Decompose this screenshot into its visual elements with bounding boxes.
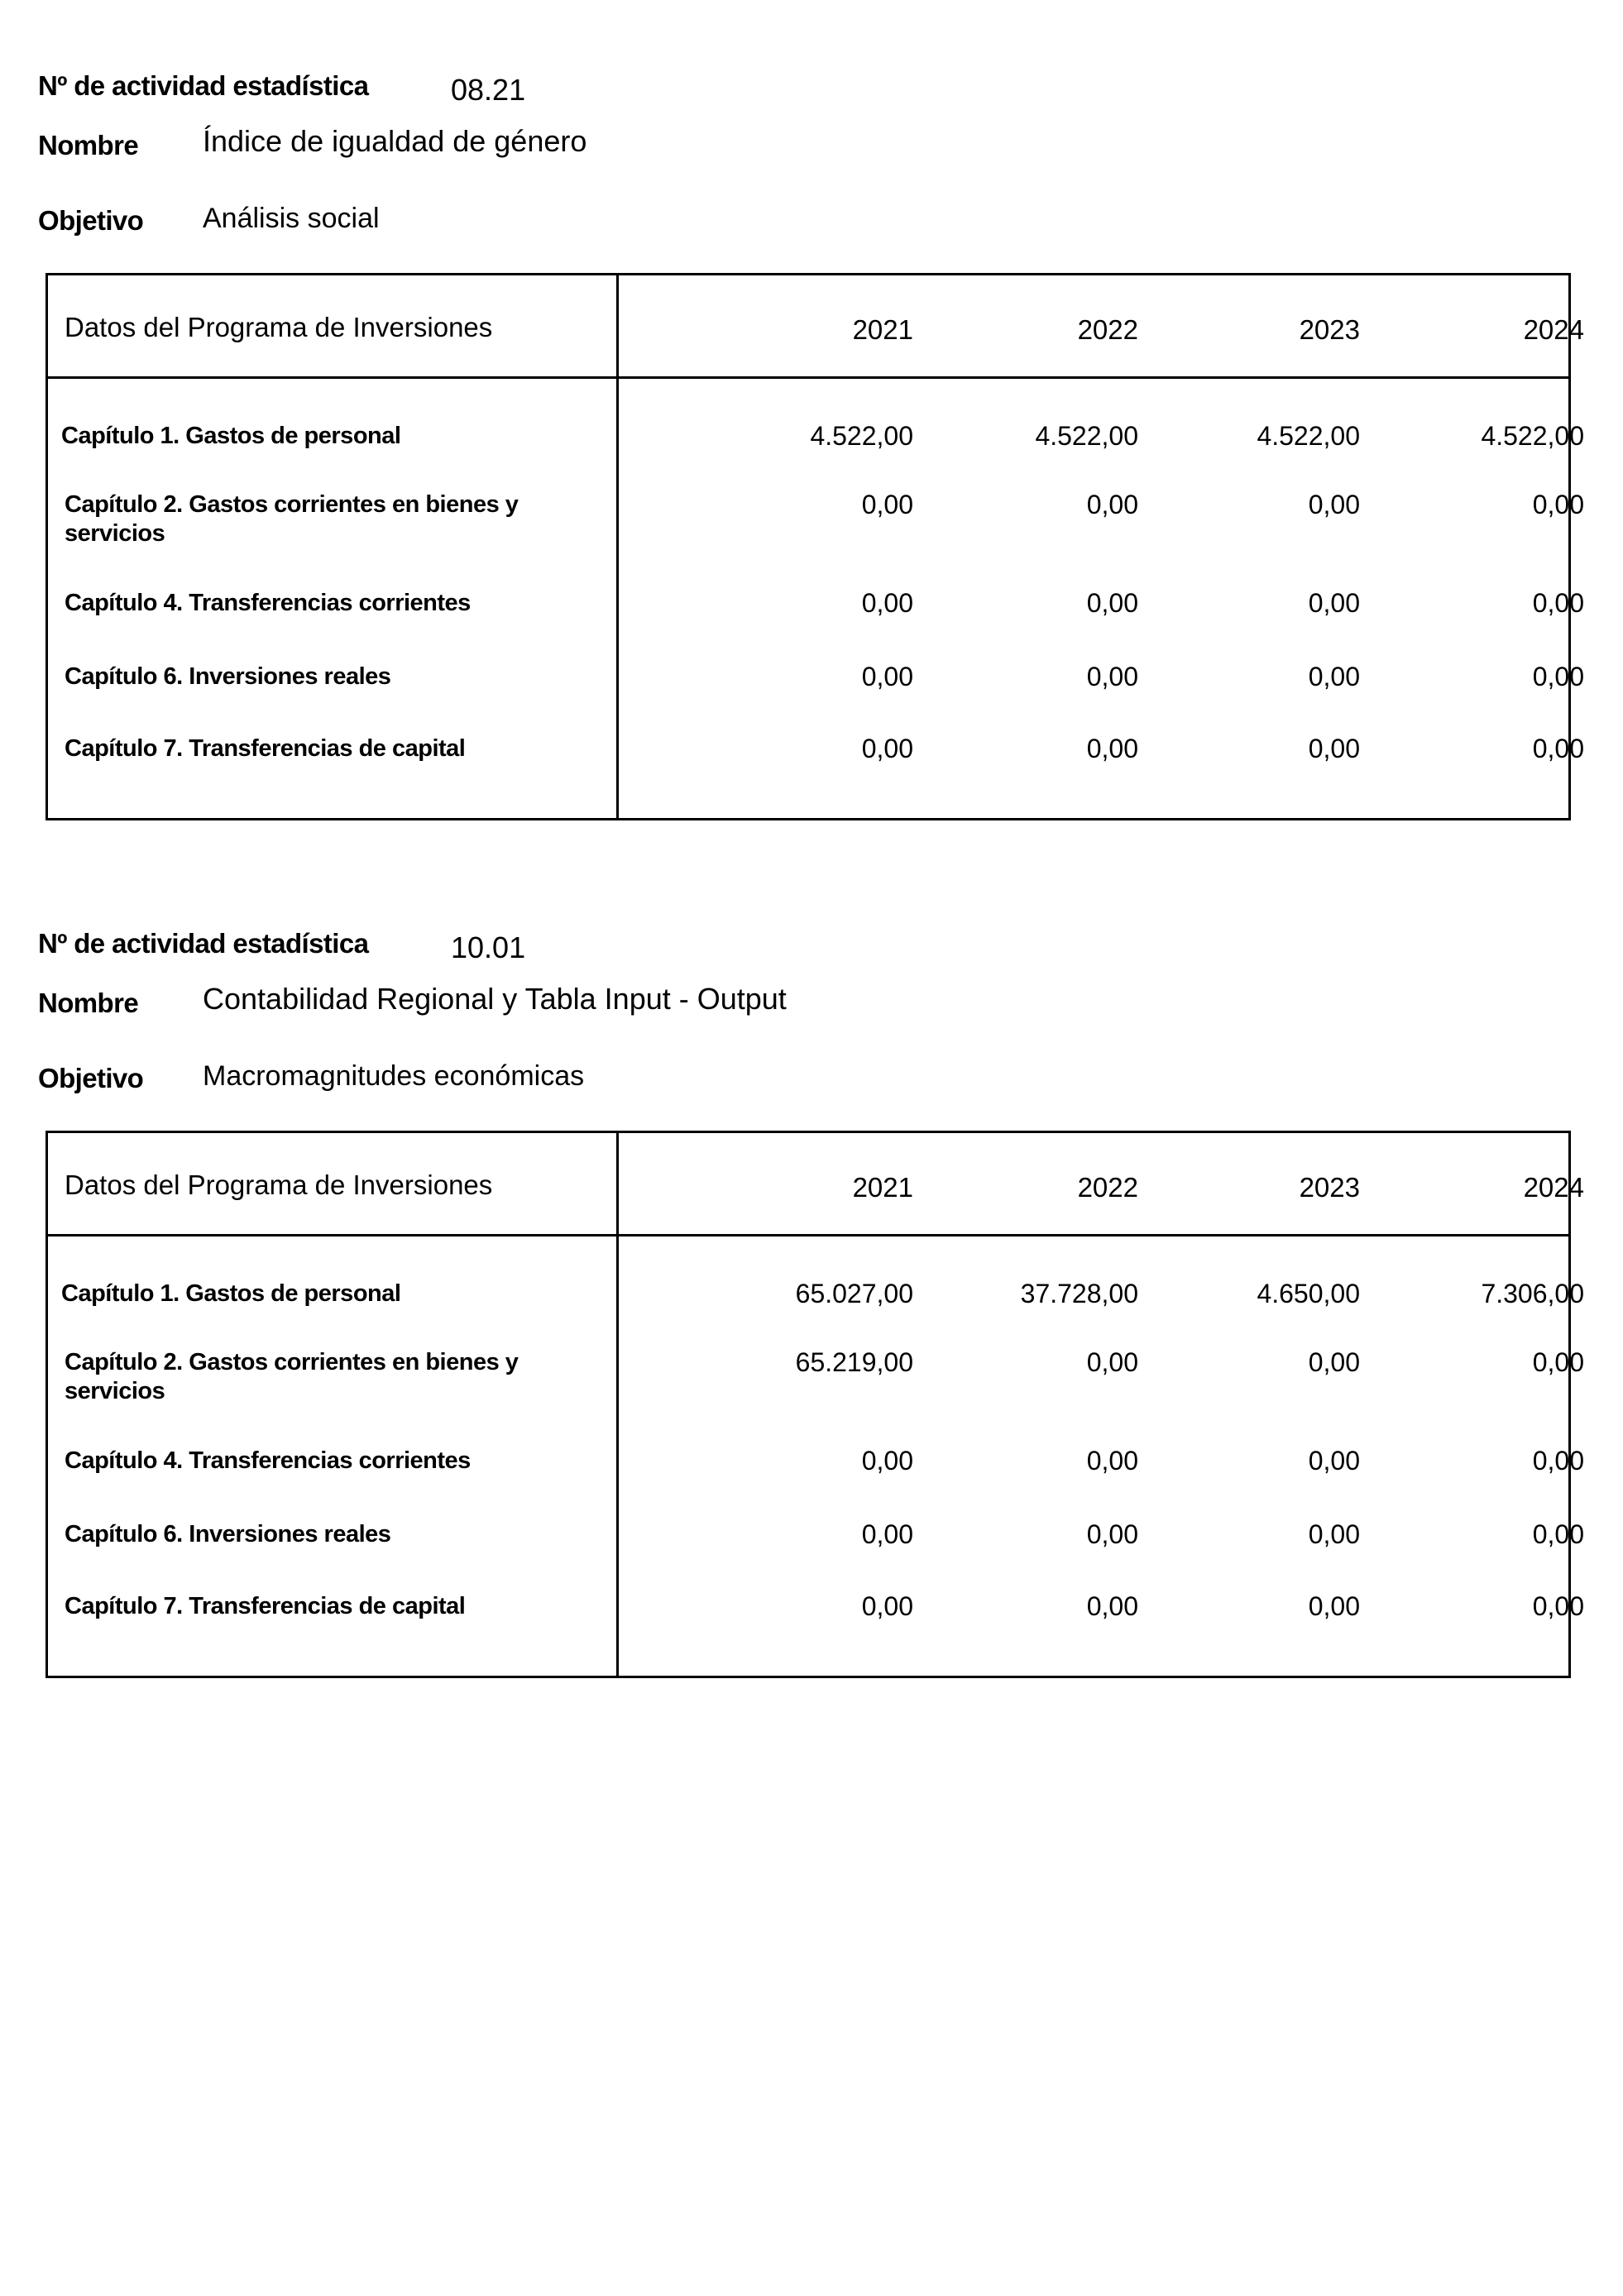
activity-name: Contabilidad Regional y Tabla Input - Output bbox=[203, 982, 787, 1016]
row-label: Capítulo 2. Gastos corrientes en bienes y servicios bbox=[65, 1349, 519, 1404]
row-value: 65.027,00 bbox=[795, 1279, 913, 1308]
row-value: 0,00 bbox=[1308, 1519, 1360, 1549]
row-value: 0,00 bbox=[1532, 1446, 1584, 1476]
row-value: 0,00 bbox=[1086, 1591, 1138, 1621]
row-label: Capítulo 2. Gastos corrientes en bienes y servicios bbox=[65, 491, 519, 547]
table-divider-vertical bbox=[616, 1133, 619, 1676]
row-value: 0,00 bbox=[1086, 588, 1138, 618]
row-value: 0,00 bbox=[1532, 1519, 1584, 1549]
table-divider-horizontal bbox=[48, 1234, 1568, 1236]
table-header-year: 2021 bbox=[852, 1172, 913, 1203]
table-header-year: 2024 bbox=[1523, 314, 1584, 345]
activity-name: Índice de igualdad de género bbox=[203, 124, 587, 158]
objective-label: Objetivo bbox=[38, 1063, 144, 1093]
activity-number-label: Nº de actividad estadística bbox=[38, 928, 369, 959]
investment-table bbox=[45, 1131, 1584, 1678]
activity-objective: Macromagnitudes económicas bbox=[203, 1060, 585, 1092]
row-value: 0,00 bbox=[1086, 1446, 1138, 1476]
row-value: 0,00 bbox=[861, 1446, 913, 1476]
row-label: Capítulo 4. Transferencias corrientes bbox=[65, 1447, 471, 1474]
activity-objective: Análisis social bbox=[203, 203, 380, 234]
row-label: Capítulo 1. Gastos de personal bbox=[61, 423, 401, 449]
table-divider-horizontal bbox=[48, 376, 1568, 379]
table-header-year: 2022 bbox=[1077, 1172, 1138, 1203]
row-label: Capítulo 1. Gastos de personal bbox=[61, 1280, 401, 1307]
row-label: Capítulo 7. Transferencias de capital bbox=[65, 735, 466, 762]
table-header-year: 2023 bbox=[1299, 1172, 1360, 1203]
row-label: Capítulo 4. Transferencias corrientes bbox=[65, 590, 471, 616]
row-value: 0,00 bbox=[861, 588, 913, 618]
row-value: 4.522,00 bbox=[1481, 421, 1584, 451]
row-label: Capítulo 6. Inversiones reales bbox=[65, 1521, 391, 1547]
row-value: 4.650,00 bbox=[1257, 1279, 1360, 1308]
row-value: 0,00 bbox=[1086, 1347, 1138, 1377]
row-value: 65.219,00 bbox=[795, 1347, 913, 1377]
activity-number-label: Nº de actividad estadística bbox=[38, 70, 369, 101]
row-value: 7.306,00 bbox=[1481, 1279, 1584, 1308]
table-divider-vertical bbox=[616, 275, 619, 818]
row-value: 4.522,00 bbox=[810, 421, 913, 451]
row-label: Capítulo 7. Transferencias de capital bbox=[65, 1593, 466, 1619]
row-value: 0,00 bbox=[861, 1519, 913, 1549]
row-value: 0,00 bbox=[1532, 588, 1584, 618]
table-header-label: Datos del Programa de Inversiones bbox=[65, 1170, 493, 1200]
investment-table bbox=[45, 273, 1584, 820]
row-value: 0,00 bbox=[1086, 734, 1138, 763]
row-value: 0,00 bbox=[1532, 662, 1584, 691]
table-header-label: Datos del Programa de Inversiones bbox=[65, 312, 493, 342]
table-header-year: 2021 bbox=[852, 314, 913, 345]
row-value: 0,00 bbox=[1308, 1591, 1360, 1621]
name-label: Nombre bbox=[38, 988, 139, 1018]
row-value: 0,00 bbox=[1308, 490, 1360, 519]
row-value: 0,00 bbox=[1532, 1347, 1584, 1377]
row-value: 0,00 bbox=[1308, 662, 1360, 691]
row-value: 4.522,00 bbox=[1257, 421, 1360, 451]
row-value: 0,00 bbox=[1086, 662, 1138, 691]
activity-number: 10.01 bbox=[451, 930, 526, 964]
objective-label: Objetivo bbox=[38, 205, 144, 236]
row-value: 4.522,00 bbox=[1035, 421, 1138, 451]
row-value: 0,00 bbox=[1086, 490, 1138, 519]
name-label: Nombre bbox=[38, 130, 139, 160]
row-value: 0,00 bbox=[1532, 490, 1584, 519]
row-value: 0,00 bbox=[1308, 1446, 1360, 1476]
row-value: 0,00 bbox=[1532, 734, 1584, 763]
table-header-year: 2023 bbox=[1299, 314, 1360, 345]
row-value: 0,00 bbox=[861, 662, 913, 691]
row-value: 0,00 bbox=[1308, 1347, 1360, 1377]
row-value: 0,00 bbox=[1308, 734, 1360, 763]
row-value: 0,00 bbox=[861, 734, 913, 763]
row-value: 0,00 bbox=[1308, 588, 1360, 618]
row-value: 0,00 bbox=[1532, 1591, 1584, 1621]
activity-number: 08.21 bbox=[451, 73, 526, 107]
row-value: 0,00 bbox=[861, 490, 913, 519]
row-value: 37.728,00 bbox=[1020, 1279, 1138, 1308]
table-header-year: 2022 bbox=[1077, 314, 1138, 345]
row-label: Capítulo 6. Inversiones reales bbox=[65, 663, 391, 690]
row-value: 0,00 bbox=[1086, 1519, 1138, 1549]
table-header-year: 2024 bbox=[1523, 1172, 1584, 1203]
row-value: 0,00 bbox=[861, 1591, 913, 1621]
